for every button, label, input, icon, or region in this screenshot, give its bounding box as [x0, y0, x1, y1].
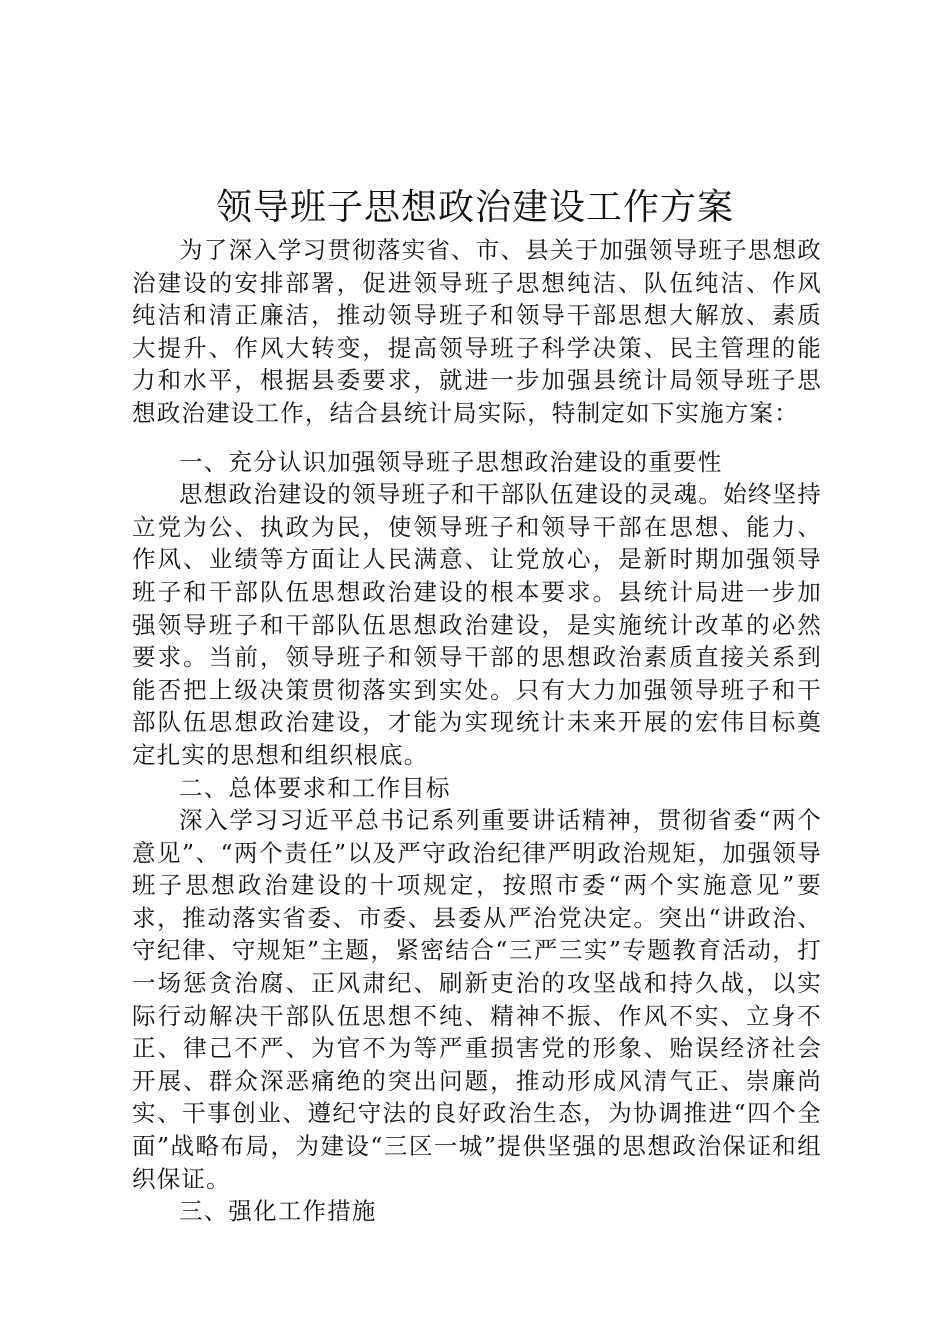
document-body	[132, 234, 822, 1228]
section-heading-1: 一、充分认识加强领导班子思想政治建设的重要性	[179, 447, 723, 476]
section-heading-3: 三、强化工作措施	[179, 1197, 377, 1226]
intro-paragraph: 为了深入学习贯彻落实省、市、县关于加强领导班子思想政治建设的安排部署，促进领导班子思想纯洁、队伍纯洁、作风纯洁和清正廉洁，推动领导班子和领导干部思想大解放、素质大提升、作风大转变，提高领导班子科学决策、民主管理的能力和水平，根据县委要求，就进一步加强县统计局领导班子思想政治建设工作，结合县统计局实际，特制定如下实施方案：	[132, 236, 822, 427]
document-title: 领导班子思想政治建设工作方案	[215, 187, 734, 228]
section-paragraph-1: 思想政治建设的领导班子和干部队伍建设的灵魂。始终坚持立党为公、执政为民，使领导班子和领导干部在思想、能力、作风、业绩等方面让人民满意、让党放心，是新时期加强领导班子和干部队伍思想政治建设的根本要求。县统计局进一步加强领导班子和干部队伍思想政治建设，是实施统计改革的必然要求。当前，领导班子和领导干部的思想政治素质直接关系到能否把上级决策贯彻落实到实处。只有大力加强领导班子和干部队伍思想政治建设，才能为实现统计未来开展的宏伟目标奠定扎实的思想和组织根底。	[132, 480, 822, 769]
section-paragraph-2: 深入学习习近平总书记系列重要讲话精神，贯彻省委“两个意见”、“两个责任”以及严守政治纪律严明政治规矩，加强领导班子思想政治建设的十项规定，按照市委“两个实施意见”要求，推动落实省委、市委、县委从严治党决定。突出“讲政治、守纪律、守规矩”主题，紧密结合“三严三实”专题教育活动，打一场惩贪治腐、正风肃纪、刷新吏治的攻坚战和持久战，以实际行动解决干部队伍思想不纯、精神不振、作风不实、立身不正、律己不严、为官不为等严重损害党的形象、贻误经济社会开展、群众深恶痛绝的突出问题，推动形成风清气正、崇廉尚实、干事创业、遵纪守法的良好政治生态，为协调推进“四个全面”战略布局，为建设“三区一城”提供坚强的思想政治保证和组织保证。	[132, 806, 822, 1193]
section-heading-2: 二、总体要求和工作目标	[179, 773, 451, 802]
